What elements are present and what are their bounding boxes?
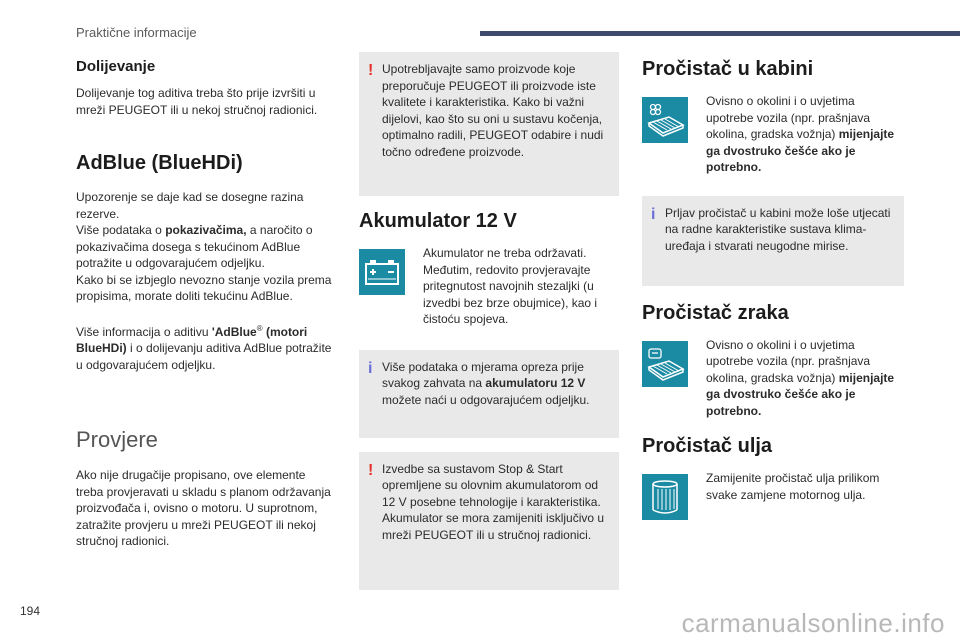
adblue-text-2-pre: Više informacija o aditivu <box>76 324 212 339</box>
zrak-text-bold: mijenjajte ga dvostruko češće ako je potrebno. <box>706 370 895 418</box>
cabin-filter-icon <box>642 97 688 143</box>
akumulator-row <box>359 245 619 328</box>
registered-mark: ® <box>256 323 263 333</box>
page-number: 194 <box>20 604 41 618</box>
info-note-battery-pre: Više podataka o mjerama opreza prije svakog zahvata na <box>382 359 584 390</box>
section-title: Praktične informacije <box>76 25 197 40</box>
adblue-text-1a: Upozorenje se daje kad se dosegne razina rezerve. <box>76 190 304 221</box>
zrak-text-pre: Ovisno o okolini i o uvjetima upotrebe vozila (npr. prašnjava okolina, gradska vožnja) <box>706 337 871 385</box>
info-icon: i <box>651 205 656 223</box>
info-note-cabin-text: Prljav pročistač u kabini može loše utjecati na radne karakteristike sustava klima-uređaja i stvarati neugodne mirise. <box>665 205 891 253</box>
info-note-cabin <box>642 196 904 286</box>
oil-filter-icon <box>642 474 688 520</box>
ulje-row <box>642 470 904 520</box>
adblue-text-1b-pre: Više podataka o <box>76 223 166 237</box>
adblue-heading: AdBlue (BlueHDi) <box>76 152 243 174</box>
adblue-text-2-bold1: 'AdBlue <box>211 324 257 339</box>
adblue-text-2 <box>76 321 334 374</box>
warning-note-stopstart-text: Izvedbe sa sustavom Stop & Start opremljene su olovnim akumulatorom od 12 V posebne tehnologije i karakteristika. Akumulator se mora zamijeniti isključivo u mreži PEUGEOT ili u stručnoj radionici. <box>382 461 605 542</box>
info-note-battery-text <box>382 359 609 409</box>
header-bar <box>480 31 960 36</box>
warning-icon: ! <box>368 461 374 479</box>
dolijevanje-text: Dolijevanje tog aditiva treba što prije izvršiti u mreži PEUGEOT ili u nekoj stručnoj radionici. <box>76 86 318 117</box>
zrak-text <box>706 337 904 420</box>
dolijevanje-heading: Dolijevanje <box>76 58 156 75</box>
kabina-text-bold: mijenjajte ga dvostruko češće ako je potrebno. <box>706 127 895 174</box>
watermark: carmanualsonline.info <box>681 608 945 638</box>
column-right <box>642 52 904 520</box>
kabina-text-pre: Ovisno o okolini i o uvjetima upotrebe vozila (npr. prašnjava okolina, gradska vožnja) <box>706 94 871 141</box>
info-note-battery-bold: akumulatoru 12 V <box>485 376 586 390</box>
provjere-text: Ako nije drugačije propisano, ove elemente treba provjeravati u skladu s planom održavanja proizvođača i, ovisno o motoru. U suprotnom, zatražite provjeru u mreži PEUGEOT ili nekoj stručnoj radionici. <box>76 468 331 548</box>
adblue-text-2-post: i o dolijevanju aditiva AdBlue potražite u odgovarajućem odjeljku. <box>76 341 332 372</box>
ulje-text: Zamijenite pročistač ulja prilikom svake zamjene motornog ulja. <box>706 471 880 502</box>
adblue-text-2-bold2: (motori BlueHDi) <box>76 324 308 355</box>
kabina-text <box>706 93 904 176</box>
adblue-text-1b-bold: pokazivačima, <box>165 223 247 237</box>
warning-note-stopstart <box>359 452 619 590</box>
ulje-heading: Pročistač ulja <box>642 435 773 457</box>
column-left <box>76 52 334 550</box>
adblue-text-1b-post: a naročito o pokazivačima dosega s tekućinom AdBlue potražite u odgovarajućem odjeljku. <box>76 223 313 270</box>
info-note-battery-post: možete naći u odgovarajućem odjeljku. <box>382 392 590 407</box>
info-note-battery <box>359 350 619 438</box>
warning-note-products <box>359 52 619 196</box>
zrak-heading: Pročistač zraka <box>642 301 789 324</box>
battery-icon <box>359 249 405 295</box>
adblue-text-1c: Kako bi se izbjeglo nevozno stanje vozila prema propisima, morate doliti tekućinu AdBlue. <box>76 272 332 303</box>
warning-note-products-text: Upotrebljavajte samo proizvode koje preporučuje PEUGEOT ili proizvode iste kvalitete i karakteristika. Kako bi važni dijelovi, kao što su oni u sustavu kočenja, optimalno radili, PEUGEOT odabire i nudi točno određene proizvode. <box>382 62 604 159</box>
info-icon: i <box>368 359 373 377</box>
column-middle <box>359 52 619 590</box>
kabina-heading: Pročistač u kabini <box>642 58 814 80</box>
zrak-row <box>642 337 904 420</box>
adblue-text-1 <box>76 189 334 305</box>
akumulator-heading: Akumulator 12 V <box>359 210 517 232</box>
air-filter-icon <box>642 341 688 387</box>
kabina-row <box>642 93 904 176</box>
akumulator-text: Akumulator ne treba održavati. Međutim, redovito provjeravajte pritegnutost navojnih stezaljki (u izvedbi bez brze obujmice), kao i čistoću spojeva. <box>423 246 598 326</box>
provjere-heading: Provjere <box>76 427 158 452</box>
warning-icon: ! <box>368 62 374 79</box>
